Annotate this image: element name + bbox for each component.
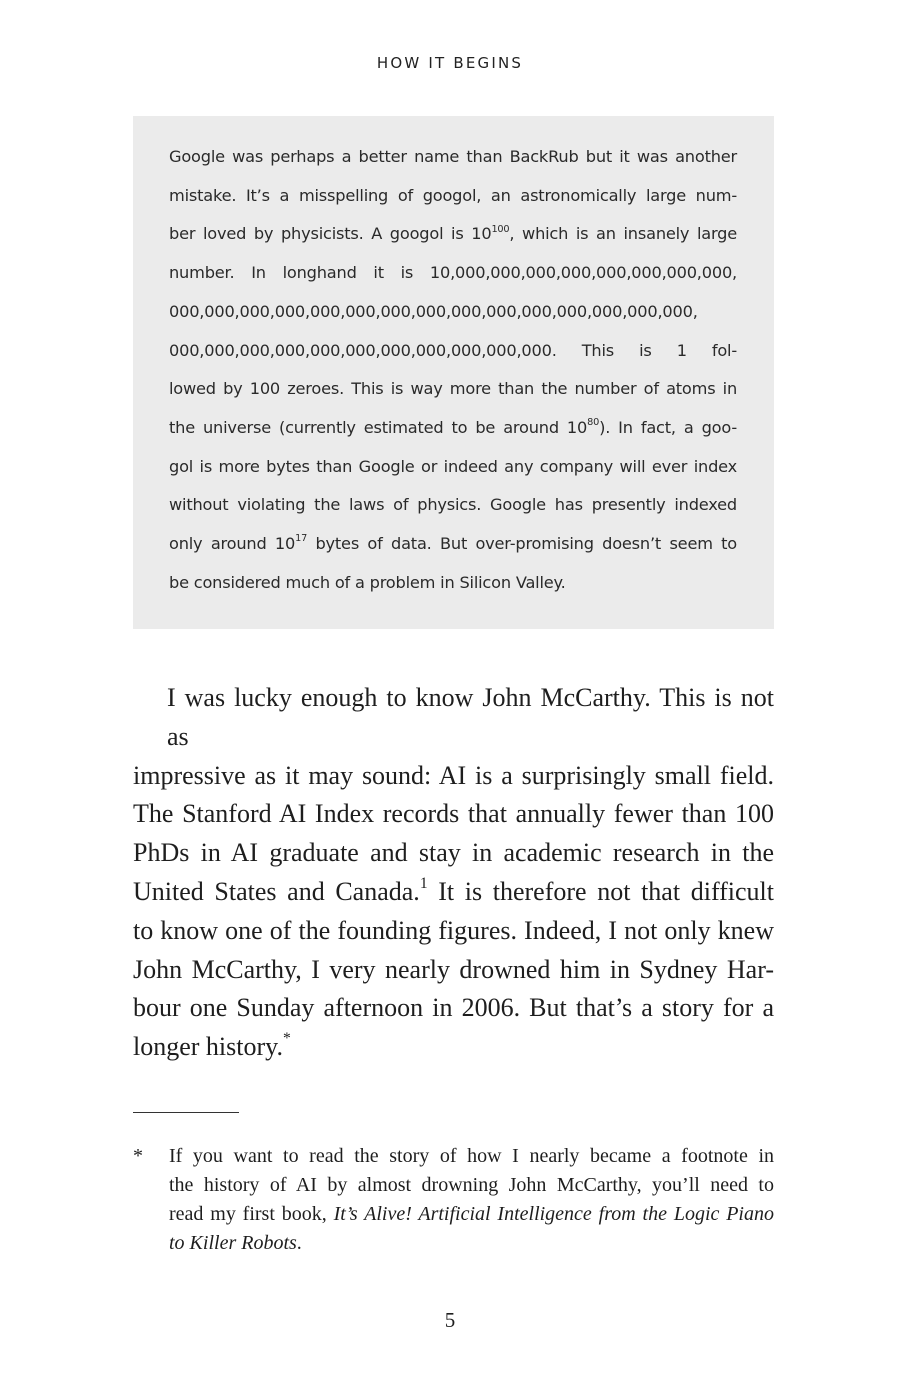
- footnote-divider: [133, 1112, 239, 1113]
- footnote-line: [169, 1200, 774, 1229]
- sidebar-line: gol is more bytes than Google or indeed any company will ever index: [169, 456, 737, 476]
- footnote: [133, 1142, 774, 1258]
- sidebar-text-run: the universe (currently estimated to be around 10: [169, 417, 588, 437]
- body-line: PhDs in AI graduate and stay in academic research in the: [133, 838, 774, 868]
- sidebar-line: mistake. It’s a misspelling of googol, an astronomically large num-: [169, 185, 737, 205]
- footnote-body: [169, 1142, 774, 1258]
- footnote-text-run: read my first book,: [169, 1203, 334, 1225]
- sidebar-line: Google was perhaps a better name than BackRub but it was another: [169, 147, 737, 166]
- sidebar-text-run: ). In fact, a goo-: [599, 417, 737, 437]
- body-line: impressive as it may sound: AI is a surprisingly small field.: [133, 760, 774, 790]
- footnote-line: the history of AI by almost drowning John McCarthy, you’ll need to: [169, 1174, 774, 1196]
- sidebar-line: [169, 409, 737, 448]
- footnote-line: [169, 1229, 774, 1258]
- footnote-reference[interactable]: *: [282, 1030, 291, 1048]
- sidebar-text-run: only around 10: [169, 534, 296, 554]
- body-text-run: longer history.: [133, 1032, 283, 1062]
- sidebar-text-run: ber loved by physicists. A googol is 10: [169, 224, 492, 244]
- sidebar-box: [133, 116, 774, 629]
- footnote-text-run: .: [296, 1232, 302, 1254]
- body-text-run: United States and Canada.: [133, 876, 420, 906]
- body-line: The Stanford AI Index records that annually fewer than 100: [133, 799, 774, 829]
- endnote-reference[interactable]: 1: [419, 875, 428, 892]
- sidebar-line: 000,000,000,000,000,000,000,000,000,000,000. This is 1 fol-: [169, 340, 737, 360]
- superscript-exponent: 80: [587, 417, 600, 429]
- body-text-run: It is therefore not that difficult: [427, 876, 774, 906]
- body-line: [133, 873, 774, 912]
- sidebar-line: be considered much of a problem in Silicon Valley.: [169, 572, 566, 592]
- book-title: It’s Alive! Artificial Intelligence from the Logic Piano: [333, 1203, 774, 1225]
- superscript-exponent: 17: [295, 533, 308, 545]
- body-line: [133, 1028, 774, 1067]
- sidebar-line: [169, 215, 737, 254]
- sidebar-text-run: bytes of data. But over-promising doesn’t seem to: [307, 534, 737, 554]
- sidebar-line: without violating the laws of physics. Google has presently indexed: [169, 495, 737, 515]
- sidebar-line: number. In longhand it is 10,000,000,000,000,000,000,000,000,: [169, 263, 737, 283]
- sidebar-text-run: , which is an insanely large: [509, 224, 738, 244]
- footnote-marker: *: [133, 1145, 143, 1167]
- sidebar-line: [169, 525, 737, 564]
- body-line: to know one of the founding figures. Indeed, I not only knew: [133, 915, 774, 945]
- body-paragraph: [133, 679, 774, 1067]
- footnote-line: If you want to read the story of how I nearly became a footnote in: [169, 1145, 774, 1167]
- sidebar-line: lowed by 100 zeroes. This is way more than the number of atoms in: [169, 379, 737, 399]
- body-line: John McCarthy, I very nearly drowned him in Sydney Har-: [133, 954, 774, 984]
- body-line: bour one Sunday afternoon in 2006. But that’s a story for a: [133, 993, 774, 1023]
- book-title: to Killer Robots: [169, 1232, 297, 1254]
- page-number: 5: [444, 1308, 456, 1332]
- sidebar-text: [169, 138, 737, 602]
- running-head: HOW IT BEGINS: [376, 54, 524, 72]
- sidebar-line: 000,000,000,000,000,000,000,000,000,000,000,000,000,000,000,: [169, 301, 698, 321]
- superscript-exponent: 100: [491, 223, 510, 235]
- body-line: I was lucky enough to know John McCarthy. This is not as: [167, 683, 774, 751]
